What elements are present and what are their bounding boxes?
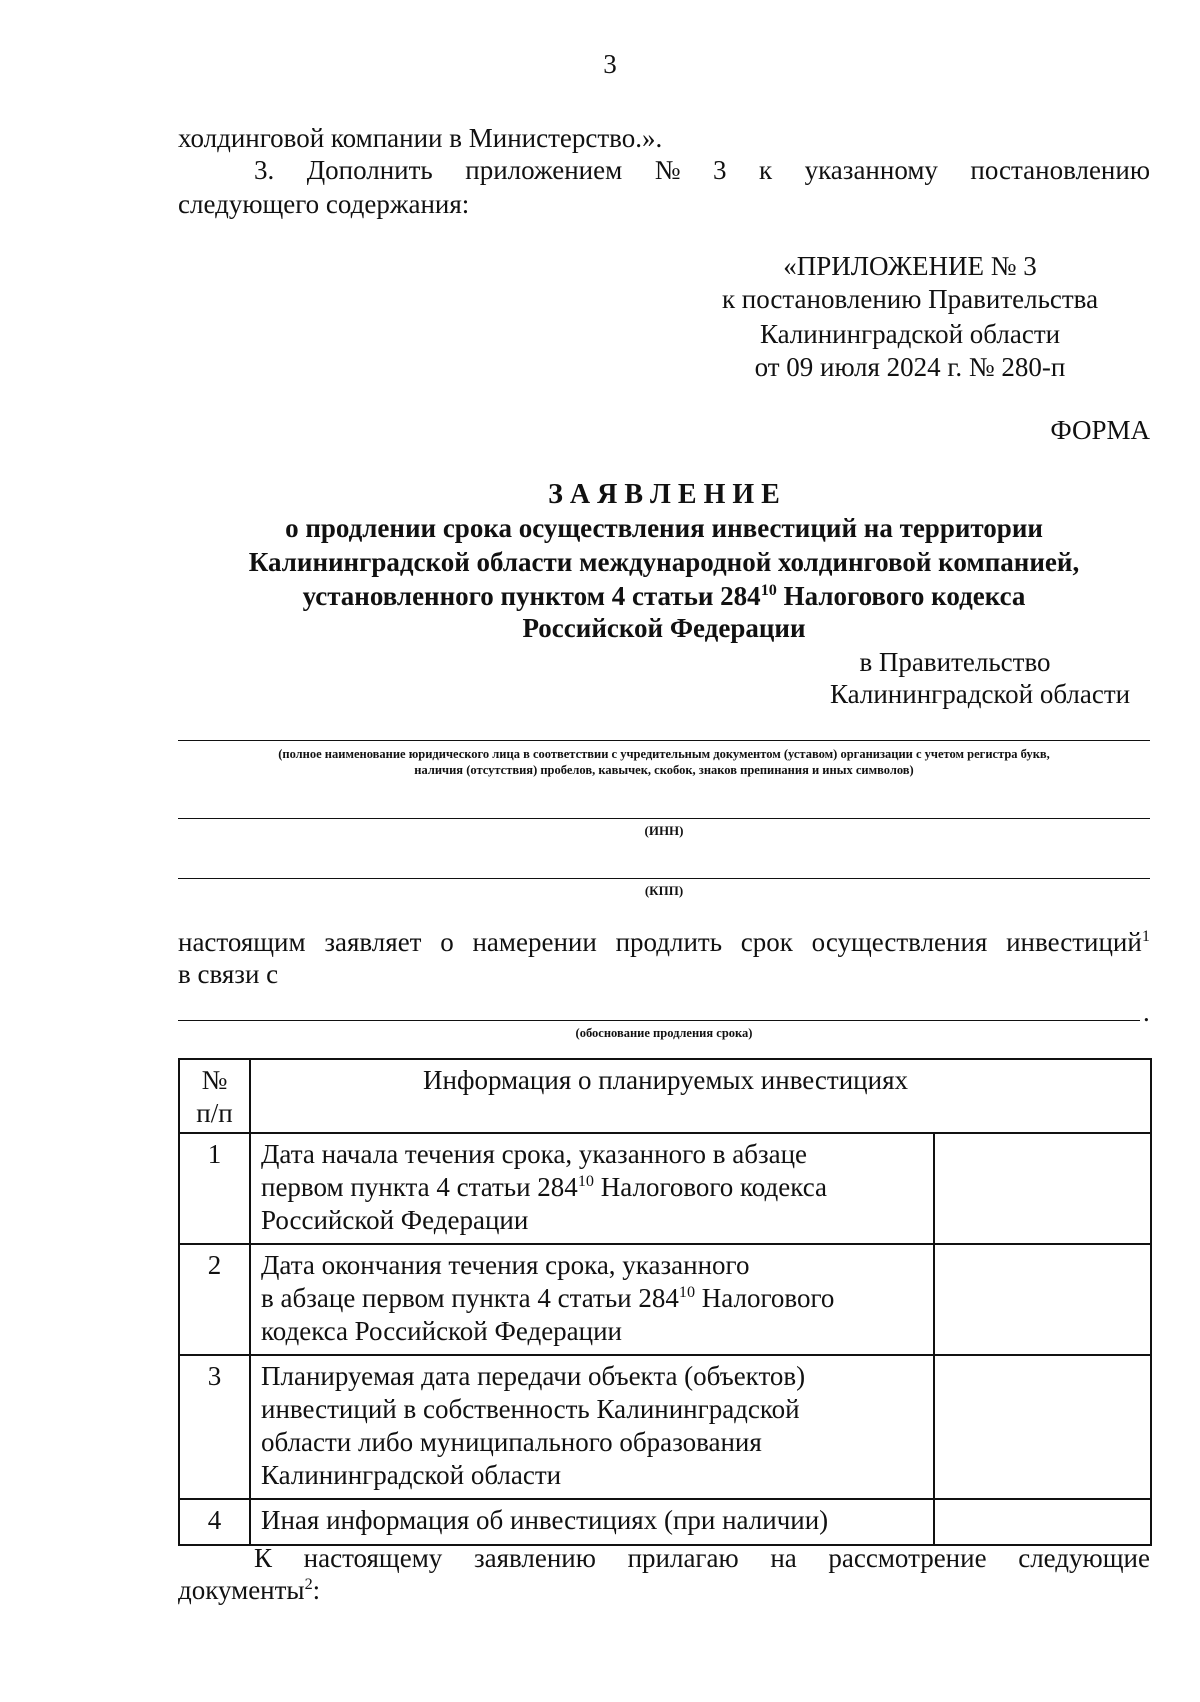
row-line: Дата начала течения срока, указанного в абзаце	[261, 1139, 808, 1169]
row-description-cell	[250, 1244, 934, 1355]
reason-field-line[interactable]	[178, 1020, 1140, 1021]
row-line: Планируемая дата передачи объекта (объектов)	[261, 1361, 806, 1391]
row-line: области либо муниципального образования	[261, 1427, 762, 1457]
reason-field-caption: (обоснование продления срока)	[575, 1026, 753, 1040]
row-line: Иная информация об инвестициях (при наличии)	[261, 1505, 829, 1535]
closing-word: заявлению	[473, 1543, 596, 1573]
table-row	[179, 1355, 1151, 1499]
row-line: кодекса Российской Федерации	[261, 1316, 623, 1346]
footnote-ref-1: 1	[1141, 927, 1150, 945]
closing-word: на	[770, 1543, 797, 1573]
intro-word: Дополнить	[306, 155, 433, 185]
appendix-line-4: от 09 июля 2024 г. № 280-п	[754, 352, 1066, 382]
row-number-cell: 2	[179, 1244, 250, 1355]
row-description-cell	[250, 1499, 934, 1545]
table-header-row	[179, 1059, 1151, 1133]
title-text: установленного пунктом 4 статьи 284	[302, 581, 761, 611]
row-value-cell[interactable]	[934, 1244, 1151, 1355]
intro-word: к	[758, 155, 773, 185]
row-value-cell[interactable]	[934, 1355, 1151, 1499]
investments-table	[178, 1058, 1152, 1546]
closing-word: прилагаю	[627, 1543, 739, 1573]
table-row	[179, 1133, 1151, 1244]
statement-word: намерении	[472, 927, 597, 957]
table-row	[179, 1244, 1151, 1355]
appendix-line-2: к постановлению Правительства	[721, 284, 1099, 314]
statement-word: настоящим	[178, 927, 306, 957]
row-description-cell	[250, 1355, 934, 1499]
header-info-label: Информация о планируемых инвестициях	[423, 1065, 908, 1095]
closing-word: настоящему	[303, 1543, 443, 1573]
statement-line-1	[178, 926, 1150, 959]
statement-word: срок	[740, 927, 793, 957]
name-field-caption-1: (полное наименование юридического лица в соответствии с учредительным документом (уставом) организации с учетом регистра букв,	[278, 747, 1050, 761]
row-number-cell: 4	[179, 1499, 250, 1545]
statement-word: заявляет	[324, 927, 422, 957]
row-line: первом пункта 4 статьи $284^{10}$ Налогового кодекса	[261, 1172, 827, 1202]
row-number-cell: 1	[179, 1133, 250, 1244]
statement-word: о	[440, 927, 454, 957]
addressee-line-2: Калининградской области	[830, 679, 1131, 709]
intro-word: приложением	[465, 155, 623, 185]
header-number-cell	[179, 1059, 250, 1133]
row-value-cell[interactable]	[934, 1499, 1151, 1545]
superscript: 10	[678, 1283, 696, 1301]
appendix-line-3: Калининградской области	[759, 319, 1061, 349]
row-description-cell	[250, 1133, 934, 1244]
row-number-cell: 3	[179, 1355, 250, 1499]
header-number-label: № п/п	[196, 1065, 233, 1128]
intro-word: указанному	[804, 155, 938, 185]
row-line: Российской Федерации	[261, 1205, 529, 1235]
appendix-title: «ПРИЛОЖЕНИЕ № 3	[783, 251, 1037, 281]
inn-field-line[interactable]	[178, 818, 1150, 819]
intro-word: 3.	[254, 155, 275, 185]
title-line-2: Калининградской области международной холдинговой компанией,	[248, 547, 1080, 577]
title-text: Налогового кодекса	[776, 581, 1026, 611]
intro-word: №	[654, 155, 681, 185]
document-title: З А Я В Л Е Н И Е	[548, 479, 780, 510]
closing-text: документы	[178, 1575, 305, 1605]
footnote-ref-2: 2	[304, 1575, 313, 1593]
inn-field-caption: (ИНН)	[644, 823, 684, 838]
reason-line-end: .	[1143, 997, 1150, 1027]
closing-colon: :	[312, 1575, 321, 1605]
closing-word: следующие	[1018, 1543, 1150, 1573]
statement-word	[1006, 926, 1150, 959]
name-field-caption-2: наличия (отсутствия) пробелов, кавычек, скобок, знаков препинания и иных символов)	[414, 763, 914, 777]
intro-line-2	[254, 154, 1150, 187]
intro-word: 3	[712, 155, 727, 185]
closing-word: рассмотрение	[828, 1543, 987, 1573]
title-line-3	[178, 580, 1150, 613]
statement-word: осуществления	[811, 927, 988, 957]
page-number: 3	[603, 49, 617, 79]
title-line-1: о продлении срока осуществления инвестиций на территории	[285, 513, 1043, 543]
row-line: инвестиций в собственность Калининградской	[261, 1394, 800, 1424]
addressee-line-1: в Правительство	[859, 647, 1051, 677]
table-row	[179, 1499, 1151, 1545]
closing-word: К	[254, 1543, 273, 1573]
statement-line-2: в связи с	[178, 959, 279, 989]
intro-line-1: холдинговой компании в Министерство.».	[178, 123, 663, 153]
title-line-4: Российской Федерации	[522, 613, 806, 643]
header-info-cell	[250, 1059, 1151, 1133]
name-field-line[interactable]	[178, 740, 1150, 741]
intro-line-3: следующего содержания:	[178, 189, 470, 219]
closing-line-1	[254, 1542, 1150, 1575]
statement-word: продлить	[615, 927, 723, 957]
superscript: 10	[577, 1172, 594, 1190]
row-line: Калининградской области	[261, 1460, 562, 1490]
kpp-field-caption: (КПП)	[644, 883, 684, 898]
closing-line-2	[178, 1574, 320, 1607]
intro-word: постановлению	[970, 155, 1150, 185]
row-line: Дата окончания течения срока, указанного	[261, 1250, 750, 1280]
row-value-cell[interactable]	[934, 1133, 1151, 1244]
statement-word-text: инвестиций	[1006, 927, 1142, 957]
title-superscript: 10	[760, 581, 777, 599]
row-line: в абзаце первом пункта 4 статьи $284^{10}$ Налогового	[261, 1283, 835, 1313]
kpp-field-line[interactable]	[178, 878, 1150, 879]
form-label: ФОРМА	[1050, 415, 1150, 445]
